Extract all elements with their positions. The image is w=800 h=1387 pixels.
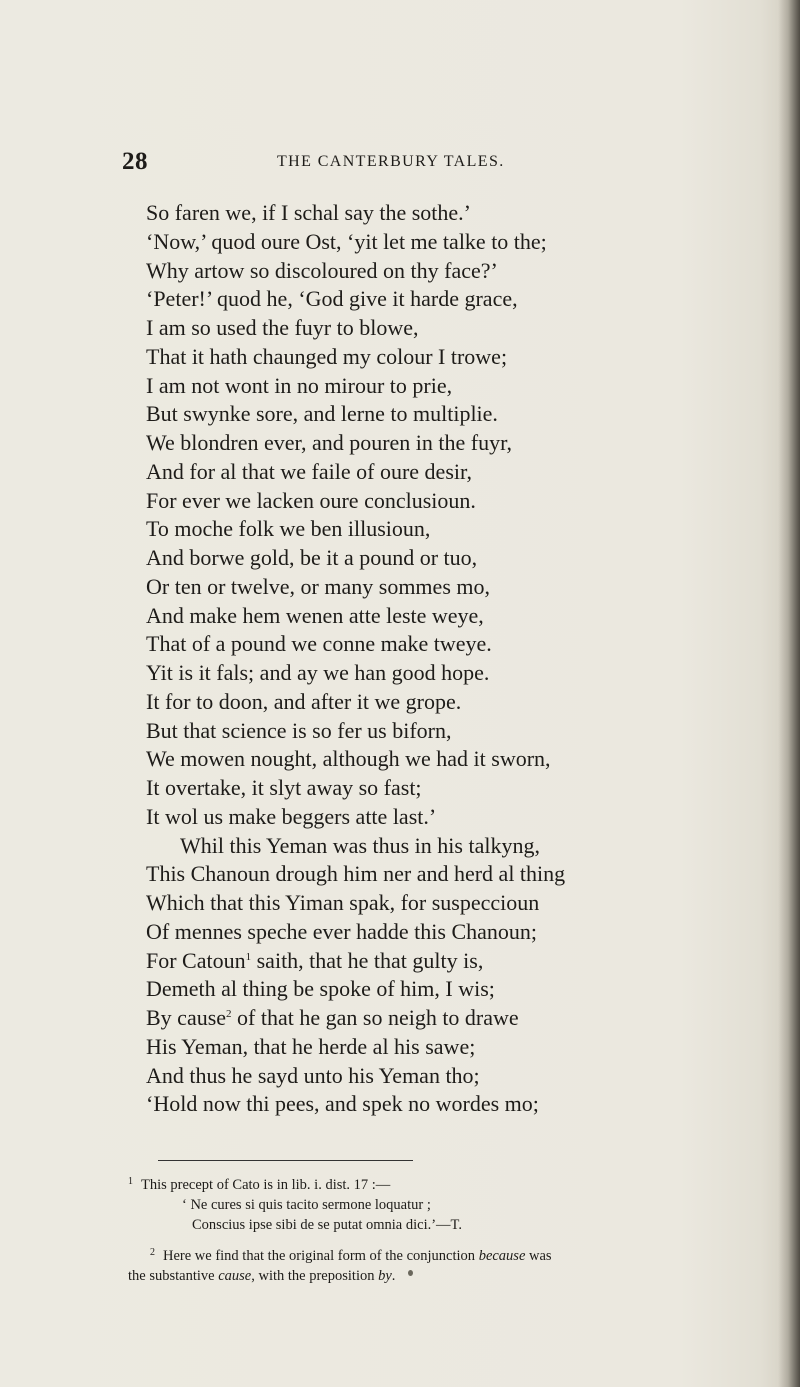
footnote-1	[128, 1172, 688, 1195]
poem-line-text: Which that this Yiman spak, for suspeccioun	[146, 890, 540, 915]
poem-line-text: This Chanoun drough him ner and herd al thing	[146, 861, 566, 887]
poem-line-text: And for al that we faile of oure desir,	[146, 458, 472, 484]
poem-line	[146, 918, 686, 947]
poem-line	[146, 602, 686, 631]
footnote-1-quote-line-1: ‘ Ne cures si quis tacito sermone loquatur ;	[182, 1197, 431, 1213]
poem-line-text: We mowen nought, although we had it sworn,	[146, 746, 551, 772]
poem-line	[146, 1033, 686, 1062]
footnote-text: .	[391, 1268, 396, 1284]
poem-line-text: We blondren ever, and pouren in the fuyr,	[146, 430, 513, 455]
poem-line-text: To moche folk we ben illusioun,	[146, 516, 431, 542]
poem-line	[146, 573, 686, 602]
page-edge-shadow	[778, 0, 800, 1387]
poem-line-text: His Yeman, that he herde al his sawe;	[146, 1033, 476, 1059]
poem-line	[146, 257, 686, 286]
poem-line	[146, 803, 686, 832]
poem-line-text: Demeth al thing be spoke of him, I wis;	[146, 976, 495, 1002]
poem-line-text: I am so used the fuyr to blowe,	[146, 315, 419, 340]
poem-line-text: Of mennes speche ever hadde this Chanoun;	[146, 918, 537, 944]
poem-line-text: I am not wont in no mirour to prie,	[146, 372, 453, 398]
footnote-text: Here we find that the original form of the conjunction	[163, 1248, 479, 1264]
poem-line	[146, 343, 686, 372]
poem-line	[146, 975, 686, 1004]
poem-line-text: For Catoun	[146, 947, 246, 973]
poem-line	[146, 1004, 686, 1033]
poem-line-text: But that science is so fer us biforn,	[146, 717, 452, 743]
poem-line	[146, 832, 686, 861]
poem-line-text: It for to doon, and after it we grope.	[146, 688, 462, 714]
poem-line-text: And borwe gold, be it a pound or tuo,	[146, 545, 478, 570]
poem-line	[146, 372, 686, 401]
footnote-marker: 1	[128, 1176, 133, 1187]
poem-line-text: Yit is it fals; and ay we han good hope.	[146, 660, 490, 685]
footnote-emphasis: by	[378, 1268, 392, 1284]
poem-line	[146, 458, 686, 487]
page-number: 28	[122, 148, 148, 175]
poem-line	[146, 400, 686, 429]
running-title: THE CANTERBURY TALES.	[277, 153, 505, 170]
printer-mark	[408, 1270, 413, 1276]
footnote-reference: 1	[245, 950, 252, 963]
poem-line	[146, 688, 686, 717]
poem-line	[146, 717, 686, 746]
poem-line-text: saith, that he that gulty is,	[251, 947, 484, 973]
footnote-2	[128, 1243, 688, 1266]
footnote-marker: 2	[150, 1247, 155, 1258]
footnote-2-continued	[128, 1266, 688, 1286]
poem-line-text: It overtake, it slyt away so fast;	[146, 775, 422, 800]
poem-line	[146, 1062, 686, 1091]
poem-line	[146, 947, 686, 976]
poem-line	[146, 314, 686, 343]
poem-line	[146, 630, 686, 659]
poem-line	[146, 745, 686, 774]
footnote-emphasis: because	[478, 1248, 526, 1264]
footnote-text: This precept of Cato is in lib. i. dist. 17 :—	[141, 1177, 391, 1193]
page-header	[122, 148, 602, 178]
poem-line	[146, 544, 686, 573]
poem-line	[146, 889, 686, 918]
poem-line-text: ‘Now,’ quod oure Ost, ‘yit let me talke to the;	[146, 228, 547, 254]
footnote-reference: 2	[226, 1008, 232, 1020]
poem-line-text: And make hem wenen atte leste weye,	[146, 602, 484, 628]
poem-line	[146, 860, 686, 889]
poem-line	[146, 774, 686, 803]
footnote-text: was	[525, 1248, 552, 1264]
footnote-text: the substantive	[128, 1268, 219, 1284]
poem-line	[146, 1090, 686, 1119]
poem-line	[146, 487, 686, 516]
poem-line-text: For ever we lacken oure conclusioun.	[146, 487, 476, 513]
poem-line-text: And thus he sayd unto his Yeman tho;	[146, 1062, 480, 1088]
poem-line-text: By cause	[146, 1005, 227, 1030]
poem-line-text: It wol us make beggers atte last.’	[146, 803, 437, 829]
poem-line	[146, 515, 686, 544]
poem-line-text: That it hath chaunged my colour I trowe;	[146, 343, 508, 369]
poem-line-text: Whil this Yeman was thus in his talkyng,	[180, 832, 540, 858]
footnote-rule	[158, 1160, 413, 1161]
poem-line	[146, 199, 686, 228]
poem-line	[146, 659, 686, 688]
poem-line-text: of that he gan so neigh to drawe	[231, 1005, 519, 1030]
poem-line	[146, 285, 686, 314]
footnote-text: , with the preposition	[251, 1268, 379, 1284]
poem-line-text: ‘Peter!’ quod he, ‘God give it harde grace,	[146, 286, 518, 312]
footnote-1-quote-line-2: Conscius ipse sibi de se putat omnia dici.’—T.	[192, 1217, 462, 1233]
poem-line-text: ‘Hold now thi pees, and spek no wordes mo;	[146, 1091, 539, 1117]
footnote-emphasis: cause	[218, 1268, 252, 1284]
poem-line-text: So faren we, if I schal say the sothe.’	[146, 200, 472, 225]
poem-line-text: That of a pound we conne make tweye.	[146, 631, 492, 657]
poem-text	[146, 199, 686, 1119]
footnotes	[128, 1172, 688, 1286]
poem-line-text: But swynke sore, and lerne to multiplie.	[146, 401, 498, 427]
poem-line	[146, 429, 686, 458]
poem-line-text: Or ten or twelve, or many sommes mo,	[146, 573, 490, 599]
poem-line-text: Why artow so discoloured on thy face?’	[146, 257, 498, 283]
poem-line	[146, 228, 686, 257]
